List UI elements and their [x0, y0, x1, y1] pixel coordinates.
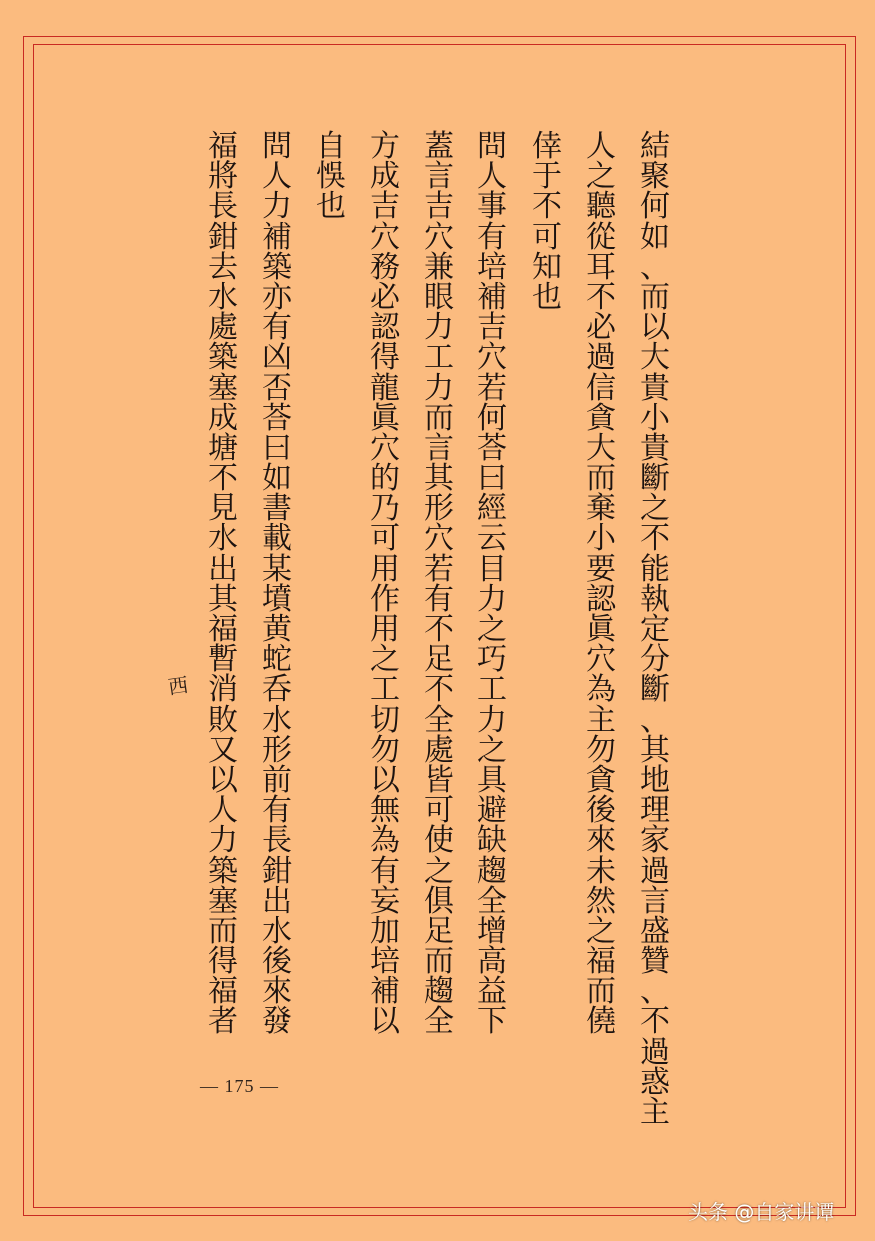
- text-character: 穴: [424, 219, 454, 255]
- text-character: 從: [586, 219, 616, 255]
- text-character: 之: [586, 913, 616, 949]
- text-character: 之: [640, 491, 670, 527]
- text-character: 眞: [586, 612, 616, 647]
- text-character: 聽: [586, 189, 616, 225]
- text-character: 自: [316, 129, 346, 164]
- text-character: 呑: [262, 672, 292, 708]
- text-character: 兼: [424, 249, 454, 285]
- text-character: 敗: [208, 702, 238, 738]
- text-character: 之: [424, 853, 454, 889]
- text-character: 若: [424, 551, 454, 587]
- text-character: 塘: [208, 430, 238, 466]
- text-character: 福: [208, 129, 238, 164]
- text-character: 事: [477, 189, 507, 225]
- text-character: 長: [262, 823, 292, 859]
- text-character: 而: [586, 974, 616, 1010]
- text-character: 去: [208, 249, 238, 285]
- text-character: 其: [424, 461, 454, 497]
- text-character: 水: [208, 521, 238, 557]
- text-character: 而: [424, 400, 454, 436]
- text-character: 龍: [370, 370, 400, 406]
- text-character: 大: [586, 430, 616, 466]
- text-character: 經: [477, 491, 507, 527]
- text-character: 、: [640, 249, 670, 285]
- text-character: 得: [370, 340, 400, 376]
- text-character: 吉: [370, 189, 400, 225]
- text-character: 吉: [477, 310, 507, 346]
- text-character: 鉗: [208, 219, 238, 255]
- text-character: 墳: [262, 581, 292, 617]
- text-character: 聚: [640, 159, 670, 195]
- text-column: [582, 129, 620, 1040]
- text-column: [258, 129, 296, 1040]
- text-character: 益: [477, 974, 507, 1010]
- text-character: 以: [208, 762, 238, 798]
- text-character: 無: [370, 793, 400, 829]
- text-character: 主: [586, 702, 616, 738]
- text-character: 穴: [424, 521, 454, 557]
- text-character: 而: [640, 279, 670, 315]
- text-character: 力: [477, 581, 507, 617]
- text-character: 凶: [262, 340, 292, 376]
- text-character: 之: [370, 642, 400, 678]
- text-character: 不: [640, 1004, 670, 1040]
- text-character: 皆: [424, 762, 454, 798]
- text-character: 補: [262, 219, 292, 255]
- text-column: [636, 129, 674, 1130]
- text-character: 荅: [477, 430, 507, 466]
- text-character: 于: [532, 159, 562, 195]
- text-character: 貴: [640, 370, 670, 406]
- text-character: 穴: [477, 340, 507, 376]
- text-character: 有: [262, 310, 292, 346]
- text-character: 為: [370, 823, 400, 859]
- text-character: 福: [208, 612, 238, 647]
- text-character: 可: [532, 219, 562, 255]
- text-character: 福: [208, 974, 238, 1010]
- text-character: 地: [640, 762, 670, 798]
- text-character: 過: [640, 1034, 670, 1070]
- text-character: 長: [208, 189, 238, 225]
- text-character: 僥: [586, 1004, 616, 1040]
- text-character: 出: [262, 883, 292, 919]
- text-character: 也: [316, 189, 346, 225]
- text-character: 形: [262, 732, 292, 768]
- text-character: 家: [640, 823, 670, 859]
- text-character: 成: [370, 159, 400, 195]
- text-character: 而: [586, 461, 616, 497]
- text-character: 不: [640, 521, 670, 557]
- text-character: 其: [640, 732, 670, 768]
- text-character: 不: [208, 461, 238, 497]
- text-character: 築: [262, 249, 292, 285]
- text-character: 理: [640, 793, 670, 829]
- text-character: 可: [370, 521, 400, 557]
- text-character: 力: [477, 702, 507, 738]
- text-character: 何: [640, 189, 670, 225]
- text-character: 眞: [370, 400, 400, 436]
- text-character: 足: [424, 913, 454, 949]
- text-character: 蛇: [262, 642, 292, 678]
- text-column: [420, 129, 458, 1040]
- text-character: 要: [586, 551, 616, 587]
- text-character: 有: [370, 853, 400, 889]
- text-character: 鉗: [262, 853, 292, 889]
- text-character: 力: [262, 189, 292, 225]
- text-character: 、: [640, 974, 670, 1010]
- text-character: 過: [586, 340, 616, 376]
- text-character: 成: [208, 400, 238, 436]
- text-character: 目: [477, 551, 507, 587]
- text-character: 蓋: [424, 129, 454, 164]
- text-character: 補: [477, 279, 507, 315]
- text-character: 書: [262, 491, 292, 527]
- text-character: 消: [208, 672, 238, 708]
- text-character: 務: [370, 249, 400, 285]
- text-character: 乃: [370, 491, 400, 527]
- text-character: 不: [586, 279, 616, 315]
- text-character: 培: [477, 249, 507, 285]
- text-character: 水: [262, 913, 292, 949]
- text-character: 認: [586, 581, 616, 617]
- text-character: 有: [424, 581, 454, 617]
- text-character: 全: [424, 1004, 454, 1040]
- text-character: 問: [262, 129, 292, 164]
- text-character: 俱: [424, 883, 454, 919]
- text-character: 水: [208, 279, 238, 315]
- text-character: 有: [477, 219, 507, 255]
- text-character: 後: [262, 944, 292, 980]
- text-character: 力: [424, 310, 454, 346]
- text-character: 而: [208, 913, 238, 949]
- text-character: 補: [370, 974, 400, 1010]
- text-character: 巧: [477, 642, 507, 678]
- text-character: 必: [586, 310, 616, 346]
- text-character: 盛: [640, 913, 670, 949]
- text-character: 棄: [586, 491, 616, 527]
- text-character: 可: [424, 793, 454, 829]
- text-column: [366, 129, 404, 1040]
- text-character: 妄: [370, 883, 400, 919]
- text-character: 後: [586, 793, 616, 829]
- text-character: 、: [640, 702, 670, 738]
- text-character: 曰: [262, 430, 292, 466]
- text-character: 切: [370, 702, 400, 738]
- text-character: 見: [208, 491, 238, 527]
- text-character: 塞: [208, 883, 238, 919]
- text-character: 增: [477, 913, 507, 949]
- text-character: 勿: [370, 732, 400, 768]
- text-character: 塞: [208, 370, 238, 406]
- text-column: [204, 129, 242, 1040]
- text-column: [528, 129, 566, 315]
- text-character: 人: [477, 159, 507, 195]
- text-character: 其: [208, 581, 238, 617]
- text-character: 知: [532, 249, 562, 285]
- text-character: 者: [208, 1004, 238, 1040]
- text-character: 斷: [640, 461, 670, 497]
- text-character: 來: [262, 974, 292, 1010]
- text-character: 加: [370, 913, 400, 949]
- text-character: 倖: [532, 129, 562, 164]
- text-character: 暫: [208, 642, 238, 678]
- text-character: 為: [586, 672, 616, 708]
- text-character: 言: [424, 430, 454, 466]
- text-character: 贊: [640, 944, 670, 980]
- text-character: 亦: [262, 279, 292, 315]
- text-character: 工: [424, 340, 454, 376]
- text-character: 分: [640, 642, 670, 678]
- text-character: 以: [370, 1004, 400, 1040]
- text-character: 足: [424, 642, 454, 678]
- text-character: 方: [370, 129, 400, 164]
- text-character: 何: [477, 400, 507, 436]
- text-character: 以: [370, 762, 400, 798]
- text-character: 之: [477, 732, 507, 768]
- text-column: [473, 129, 511, 1040]
- text-character: 斷: [640, 672, 670, 708]
- text-character: 將: [208, 159, 238, 195]
- text-character: 出: [208, 551, 238, 587]
- text-character: 問: [477, 129, 507, 164]
- text-character: 貴: [640, 430, 670, 466]
- text-character: 以: [640, 310, 670, 346]
- text-character: 如: [262, 461, 292, 497]
- text-character: 言: [640, 883, 670, 919]
- text-character: 荅: [262, 400, 292, 436]
- page-number: — 175 —: [200, 1076, 279, 1096]
- text-character: 若: [477, 370, 507, 406]
- text-character: 必: [370, 279, 400, 315]
- text-character: 之: [586, 159, 616, 195]
- text-character: 悞: [316, 159, 346, 195]
- text-character: 全: [424, 702, 454, 738]
- text-character: 吉: [424, 189, 454, 225]
- text-character: 主: [640, 1095, 670, 1130]
- text-character: 信: [586, 370, 616, 406]
- text-character: 穴: [370, 430, 400, 466]
- text-character: 黄: [262, 612, 292, 647]
- text-character: 穴: [370, 219, 400, 255]
- text-character: 下: [477, 1004, 507, 1040]
- text-character: 人: [586, 129, 616, 164]
- text-character: 避: [477, 793, 507, 829]
- text-character: 力: [208, 823, 238, 859]
- text-character: 而: [424, 944, 454, 980]
- text-character: 惑: [640, 1064, 670, 1100]
- text-character: 然: [586, 883, 616, 919]
- text-character: 小: [586, 521, 616, 557]
- text-character: 前: [262, 762, 292, 798]
- text-character: 認: [370, 310, 400, 346]
- text-character: 大: [640, 340, 670, 376]
- text-character: 工: [370, 672, 400, 708]
- text-character: 未: [586, 853, 616, 889]
- text-character: 趨: [477, 853, 507, 889]
- text-character: 能: [640, 551, 670, 587]
- text-character: 云: [477, 521, 507, 557]
- text-column: [312, 129, 350, 225]
- text-character: 趨: [424, 974, 454, 1010]
- text-character: 定: [640, 612, 670, 647]
- text-character: 勿: [586, 732, 616, 768]
- text-character: 具: [477, 762, 507, 798]
- text-character: 不: [532, 189, 562, 225]
- text-character: 結: [640, 129, 670, 164]
- text-character: 築: [208, 853, 238, 889]
- text-character: 使: [424, 823, 454, 859]
- watermark: 头条 @自家讲谭: [688, 1200, 835, 1224]
- text-character: 某: [262, 551, 292, 587]
- text-character: 人: [262, 159, 292, 195]
- text-character: 處: [424, 732, 454, 768]
- text-character: 耳: [586, 249, 616, 285]
- text-character: 之: [477, 612, 507, 647]
- text-character: 穴: [586, 642, 616, 678]
- text-character: 力: [424, 370, 454, 406]
- text-character: 載: [262, 521, 292, 557]
- text-character: 全: [477, 883, 507, 919]
- text-character: 培: [370, 944, 400, 980]
- text-character: 否: [262, 370, 292, 406]
- text-character: 人: [208, 793, 238, 829]
- text-character: 形: [424, 491, 454, 527]
- text-character: 的: [370, 461, 400, 497]
- text-character: 有: [262, 793, 292, 829]
- text-character: 貪: [586, 400, 616, 436]
- text-character: 作: [370, 581, 400, 617]
- text-character: 曰: [477, 461, 507, 497]
- text-character: 水: [262, 702, 292, 738]
- text-character: 用: [370, 551, 400, 587]
- text-character: 貪: [586, 762, 616, 798]
- text-character: 來: [586, 823, 616, 859]
- text-character: 過: [640, 853, 670, 889]
- text-character: 不: [424, 672, 454, 708]
- text-character: 如: [640, 219, 670, 255]
- text-character: 缺: [477, 823, 507, 859]
- text-character: 不: [424, 612, 454, 647]
- text-character: 築: [208, 340, 238, 376]
- text-character: 處: [208, 310, 238, 346]
- text-character: 也: [532, 279, 562, 315]
- text-character: 工: [477, 672, 507, 708]
- text-character: 高: [477, 944, 507, 980]
- text-character: 小: [640, 400, 670, 436]
- text-character: 用: [370, 612, 400, 647]
- text-character: 發: [262, 1004, 292, 1040]
- text-character: 得: [208, 944, 238, 980]
- text-character: 執: [640, 581, 670, 617]
- margin-annotation: 西: [166, 672, 190, 700]
- text-character: 言: [424, 159, 454, 195]
- text-character: 眼: [424, 279, 454, 315]
- text-character: 又: [208, 732, 238, 768]
- text-character: 福: [586, 944, 616, 980]
